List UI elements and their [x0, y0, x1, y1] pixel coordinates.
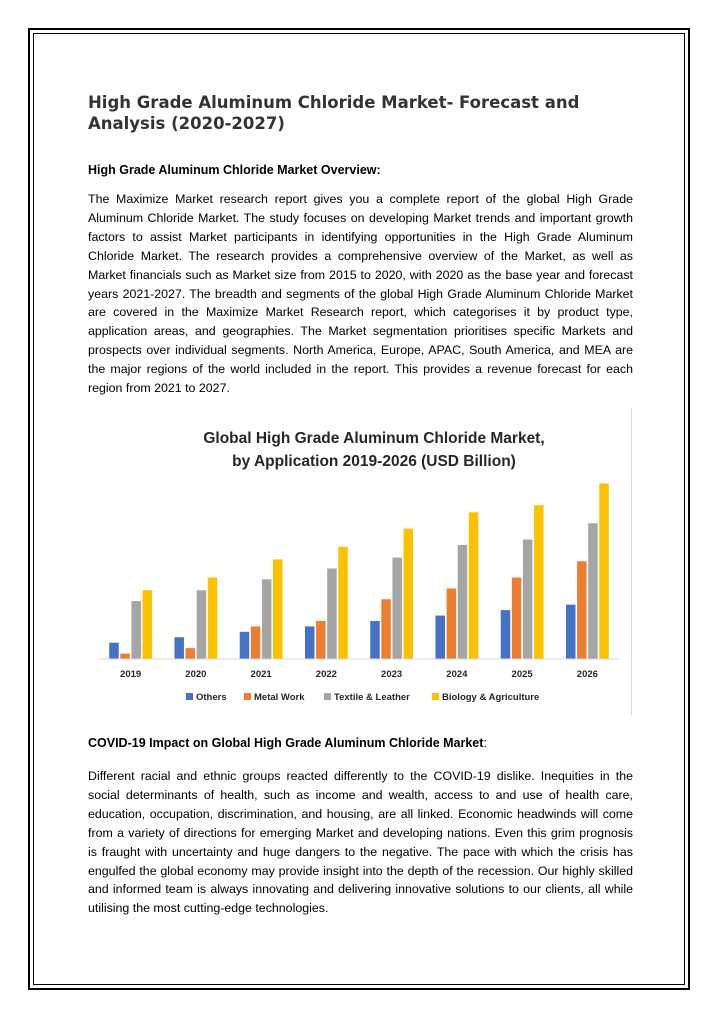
bar-2026-biology-agriculture [599, 483, 609, 659]
x-tick-label: 2026 [576, 669, 598, 680]
bar-2024-textile-leather [458, 545, 468, 659]
bar-2022-biology-agriculture [338, 547, 348, 659]
legend-swatch-metal-work [244, 693, 251, 700]
bar-2026-metal-work [577, 561, 587, 659]
x-tick-label: 2023 [381, 669, 403, 680]
bar-2024-metal-work [447, 588, 457, 659]
bar-2019-metal-work [120, 654, 130, 659]
covid-paragraph: Different racial and ethnic groups reacted differently to the COVID-19 dislike. Inequities in the social determinants of health, such as income and wealth, access to and use of health care, education, occupation, discrimination, and housing, are all linked. Economic headwinds will come from a variety of directions for emerging Market and developing nations. Even this grim prognosis is fraught with uncertainty and huge dangers to the negative. The pace with which the crisis has engulfed the global economy may provide insight into the depth of the recession. Our highly skilled and informed team is always innovating and delivering innovative solutions to our clients, all while utilising the most cutting-edge technologies. [88, 769, 633, 916]
covid-heading-text: COVID-19 Impact on Global High Grade Aluminum Chloride Market [88, 736, 484, 750]
covid-heading-colon: : [483, 736, 487, 750]
bar-2026-others [566, 605, 576, 659]
legend-swatch-others [186, 693, 193, 700]
bar-2025-textile-leather [523, 540, 533, 659]
bar-chart [94, 408, 634, 716]
page-title: High Grade Aluminum Chloride Market- Forecast and Analysis (2020-2027) [88, 93, 580, 133]
bar-2023-others [370, 621, 380, 659]
x-tick-label: 2019 [120, 669, 142, 680]
bar-2023-biology-agriculture [404, 529, 414, 659]
legend-label-textile-leather: Textile & Leather [334, 692, 410, 703]
bar-2019-textile-leather [131, 601, 141, 659]
x-tick-label: 2022 [315, 669, 337, 680]
bar-2022-others [305, 626, 315, 659]
bar-2020-metal-work [186, 648, 196, 659]
overview-heading: High Grade Aluminum Chloride Market Overview: [88, 163, 381, 177]
bar-2020-textile-leather [197, 590, 207, 659]
bar-2026-textile-leather [588, 523, 598, 659]
bar-2019-biology-agriculture [143, 590, 153, 659]
bar-2021-textile-leather [262, 579, 272, 659]
legend-swatch-textile-leather [324, 693, 331, 700]
bar-2024-biology-agriculture [469, 512, 479, 659]
bar-2020-biology-agriculture [208, 578, 218, 659]
bar-2025-others [501, 610, 511, 659]
x-tick-label: 2024 [446, 669, 468, 680]
chart-title: Global High Grade Aluminum Chloride Market, [203, 430, 545, 447]
covid-heading [88, 735, 487, 751]
legend-label-biology-agriculture: Biology & Agriculture [442, 692, 540, 703]
legend-label-others: Others [196, 692, 227, 703]
x-tick-label: 2021 [250, 669, 272, 680]
bar-2024-others [435, 616, 445, 659]
bar-2023-textile-leather [392, 558, 402, 659]
bar-2025-biology-agriculture [534, 505, 544, 659]
x-tick-label: 2020 [185, 669, 207, 680]
bar-2021-metal-work [251, 626, 261, 659]
bar-2023-metal-work [381, 599, 391, 659]
bar-2022-metal-work [316, 621, 326, 659]
x-tick-label: 2025 [511, 669, 533, 680]
bar-2020-others [174, 637, 184, 659]
bar-2021-others [240, 632, 250, 659]
bar-2021-biology-agriculture [273, 559, 283, 659]
chart-border-rule [631, 408, 632, 716]
bar-2019-others [109, 643, 119, 659]
bar-2022-textile-leather [327, 569, 337, 660]
bar-2025-metal-work [512, 578, 521, 659]
chart-subtitle: by Application 2019-2026 (USD Billion) [232, 453, 516, 470]
overview-paragraph: The Maximize Market research report gives you a complete report of the global High Grade Aluminum Chloride Market. The study focuses on developing Market trends and important growth factors to assist Market participants in identifying opportunities in the High Grade Aluminum Chloride Market. The research provides a comprehensive overview of the Market, as well as Market financials such as Market size from 2015 to 2020, with 2020 as the base year and forecast years 2021-2027. The breadth and segments of the global High Grade Aluminum Chloride Market are covered in the Maximize Market Research report, which categorises it by product type, application areas, and geographies. The Market segmentation prioritises specific Markets and prospects over individual segments. North America, Europe, APAC, South America, and MEA are the major regions of the world included in the report. This provides a revenue forecast for each region from 2021 to 2027. [88, 192, 633, 396]
legend-swatch-biology-agriculture [432, 693, 439, 700]
legend-label-metal-work: Metal Work [254, 692, 305, 703]
